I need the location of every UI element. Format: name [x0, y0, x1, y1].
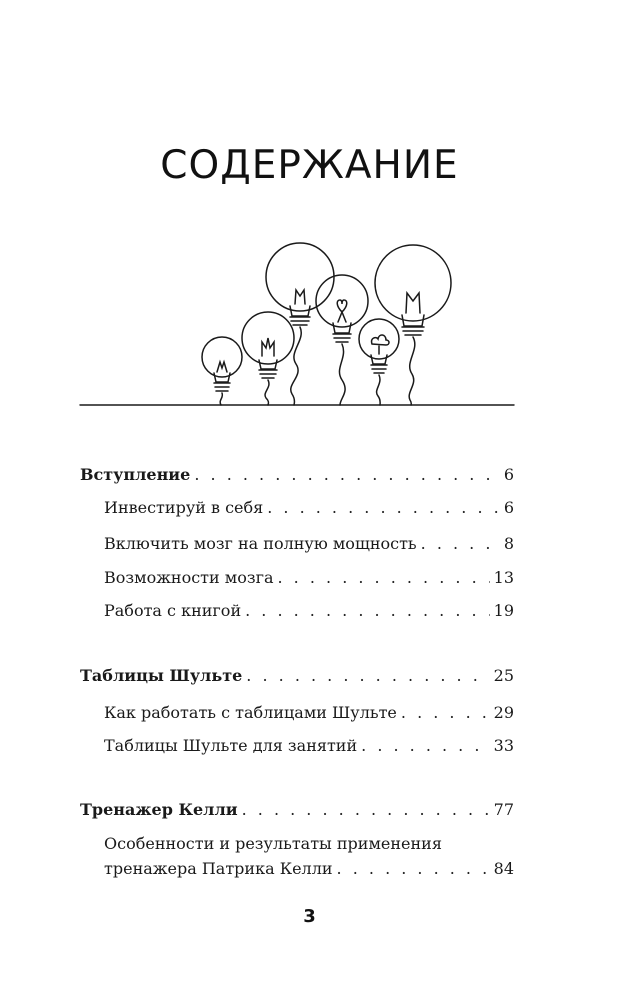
- toc-page-number: 33: [493, 736, 514, 755]
- toc-page-number: 77: [493, 800, 514, 819]
- bulb-icon: [375, 245, 451, 405]
- toc-page-number: 19: [493, 601, 514, 620]
- toc-page-number: 13: [493, 568, 514, 587]
- toc-leader-dots: [242, 800, 490, 820]
- toc-item[interactable]: [104, 601, 514, 621]
- toc-leader-dots: [421, 534, 500, 554]
- toc-leader-dots: [245, 601, 490, 621]
- toc-chapter-label: Вступление: [80, 465, 191, 484]
- toc-chapter-kelly[interactable]: [80, 800, 514, 820]
- toc-item-label: Возможности мозга: [104, 568, 274, 587]
- bulb-icon: [359, 319, 399, 405]
- light-bulbs-illustration: [0, 0, 619, 420]
- toc-item[interactable]: [104, 498, 514, 518]
- toc-leader-dots: [337, 859, 490, 879]
- toc-item-label-line1[interactable]: Особенности и результаты применения: [104, 834, 442, 853]
- toc-leader-dots: [194, 465, 499, 485]
- toc-page-number: 6: [503, 465, 514, 484]
- page-number: 3: [303, 906, 316, 927]
- toc-leader-dots: [278, 568, 490, 588]
- toc-leader-dots: [246, 666, 489, 686]
- toc-chapter-label: Таблицы Шульте: [80, 666, 243, 685]
- bulb-icon: [242, 312, 294, 405]
- toc-item-label: Инвестируй в себя: [104, 498, 264, 517]
- page-title: СОДЕРЖАНИЕ: [160, 143, 459, 188]
- toc-item[interactable]: [104, 859, 514, 879]
- toc-chapter-label: Тренажер Келли: [80, 800, 238, 819]
- toc-page-number: 8: [503, 534, 514, 553]
- toc-page-number: 29: [493, 703, 514, 722]
- toc-page-number: 25: [493, 666, 514, 685]
- toc-leader-dots: [361, 736, 490, 756]
- bulb-icon: [266, 243, 334, 405]
- bulb-icon: [316, 275, 368, 405]
- toc-item[interactable]: [104, 534, 514, 554]
- toc-leader-dots: [267, 498, 500, 518]
- toc-page-number: 84: [493, 859, 514, 878]
- bulb-icon: [202, 337, 242, 405]
- toc-item[interactable]: [104, 736, 514, 756]
- toc-item-label: Включить мозг на полную мощность: [104, 534, 417, 553]
- toc-chapter-schulte[interactable]: [80, 666, 514, 686]
- toc-page-number: 6: [503, 498, 514, 517]
- toc-item-label: Таблицы Шульте для занятий: [104, 736, 358, 755]
- toc-item-label: Работа с книгой: [104, 601, 242, 620]
- toc-item-label: тренажера Патрика Келли: [104, 859, 333, 878]
- toc-item[interactable]: [104, 703, 514, 723]
- toc-leader-dots: [401, 703, 490, 723]
- toc-item-label: Как работать с таблицами Шульте: [104, 703, 397, 722]
- toc-item[interactable]: [104, 568, 514, 588]
- toc-chapter-introduction[interactable]: [80, 465, 514, 485]
